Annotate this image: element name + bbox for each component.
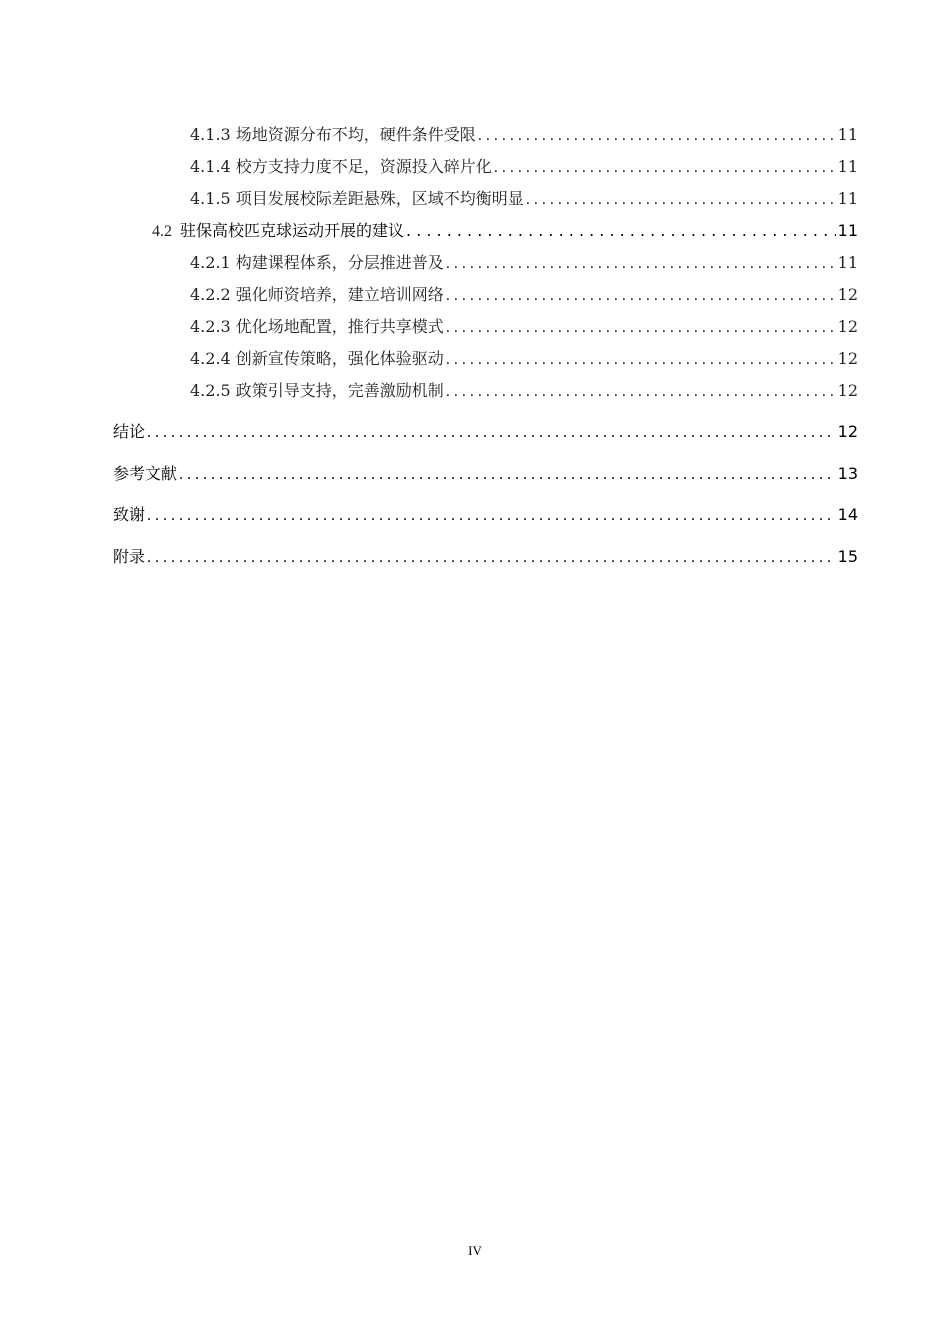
toc-entry-title: 4.1.4 校方支持力度不足，资源投入碎片化 [190,157,492,176]
toc-dot-leader [494,159,836,177]
toc-entry-references[interactable] [113,461,858,484]
toc-dot-leader [526,191,836,209]
toc-entry-page: 11 [837,189,858,208]
toc-entry-4-1-5[interactable] [190,186,858,209]
toc-entry-4-2-1[interactable] [190,250,858,273]
toc-entry-title: 4.2.2 强化师资培养，建立培训网络 [190,285,444,304]
toc-dot-leader [446,319,836,337]
toc-dot-leader [446,383,836,401]
toc-entry-conclusion[interactable] [113,419,858,442]
toc-dot-leader [446,287,836,305]
toc-entry-page: 12 [837,422,858,441]
toc-entry-page: 12 [837,285,858,304]
toc-entry-acknowledgements[interactable] [113,502,858,525]
toc-entry-number: 4.2 [152,223,172,240]
toc-entry-appendix[interactable] [113,544,858,567]
toc-entry-4-1-3[interactable] [190,122,858,145]
toc-entry-page: 11 [837,157,858,176]
toc-entry-page: 12 [837,317,858,336]
page-footer-number: IV [468,1243,482,1258]
toc-entry-title: 致谢 [113,505,146,524]
toc-entry-title: 结论 [113,422,146,441]
toc-entry-page: 11 [837,221,858,240]
toc-entry-title: 参考文献 [113,464,178,483]
toc-dot-leader [147,507,836,525]
toc-entry-4-1-4[interactable] [190,154,858,177]
toc-dot-leader [478,127,836,145]
toc-entry-title-text: 驻保高校匹克球运动开展的建议 [180,221,405,240]
toc-entry-4-2-4[interactable] [190,346,858,369]
toc-dot-leader [147,549,836,567]
toc-entry-title: 4.2.1 构建课程体系，分层推进普及 [190,253,444,272]
toc-dot-leader [446,255,836,273]
toc-entry-title: 4.1.3 场地资源分布不均，硬件条件受限 [190,125,476,144]
toc-entry-page: 15 [837,547,858,566]
toc-entry-title: 4.2.3 优化场地配置，推行共享模式 [190,317,444,336]
toc-entry-title: 附录 [113,547,146,566]
toc-entry-title [152,218,404,241]
toc-dot-leader [446,351,836,369]
toc-dot-leader [406,221,836,240]
toc-entry-title: 4.2.4 创新宣传策略，强化体验驱动 [190,349,444,368]
toc-entry-page: 12 [837,349,858,368]
toc-entry-4-2-5[interactable] [190,378,858,401]
toc-entry-page: 12 [837,381,858,400]
toc-entry-page: 11 [837,253,858,272]
toc-entry-4-2-3[interactable] [190,314,858,337]
toc-dot-leader [179,466,836,484]
toc-entry-4-2[interactable] [152,218,858,241]
toc-entry-page: 11 [837,125,858,144]
toc-entry-title: 4.1.5 项目发展校际差距悬殊，区域不均衡明显 [190,189,524,208]
toc-entry-4-2-2[interactable] [190,282,858,305]
toc-entry-title: 4.2.5 政策引导支持，完善激励机制 [190,381,444,400]
toc-entry-page: 13 [837,464,858,483]
toc-dot-leader [147,424,836,442]
toc-entry-page: 14 [837,505,858,524]
